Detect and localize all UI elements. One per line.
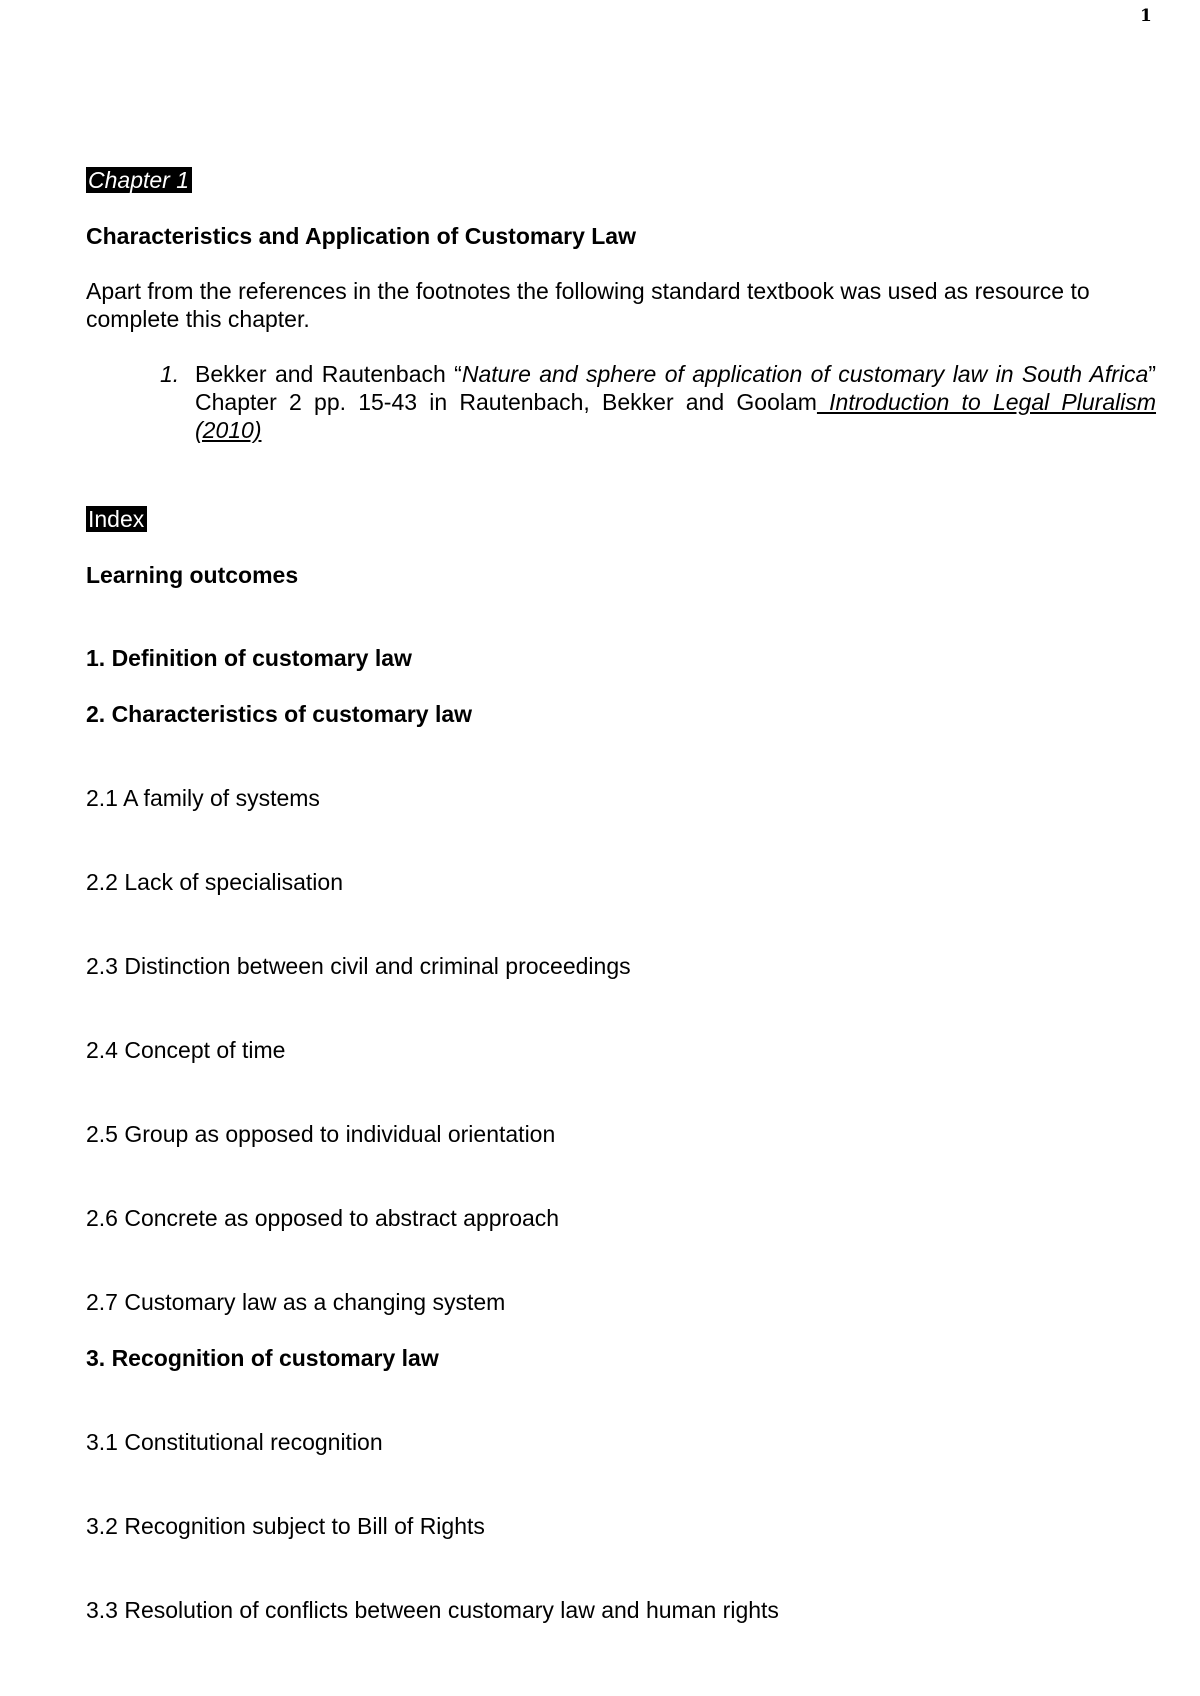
reference-book-title: Introduction to Legal Pluralism (2010) [195, 389, 1157, 443]
index-item: 2. Characteristics of customary law [86, 701, 473, 727]
index-item: 1. Definition of customary law [86, 645, 412, 671]
index-item: 2.3 Distinction between civil and criminal proceedings [86, 953, 631, 979]
reference-authors: Bekker and Rautenbach “ [195, 361, 462, 387]
reference-text [195, 360, 1156, 444]
index-item: 2.6 Concrete as opposed to abstract approach [86, 1205, 560, 1231]
chapter-tag: Chapter 1 [86, 167, 192, 193]
reference-list-item [160, 360, 1156, 444]
index-item: 2.7 Customary law as a changing system [86, 1289, 506, 1315]
index-item: 3. Recognition of customary law [86, 1345, 439, 1371]
index-item: 3.2 Recognition subject to Bill of Rights [86, 1513, 485, 1539]
reference-number: 1. [160, 361, 180, 387]
index-item: 3.1 Constitutional recognition [86, 1429, 383, 1455]
intro-paragraph: Apart from the references in the footnotes the following standard textbook was used as resource to complete this chapter. [86, 278, 1090, 332]
reference-source: ” Chapter 2 pp. 15-43 in Rautenbach, Bekker and Goolam [195, 361, 1156, 415]
index-tag: Index [86, 506, 147, 532]
page-number: 1 [1140, 6, 1152, 26]
chapter-title: Characteristics and Application of Customary Law [86, 223, 636, 249]
index-heading [86, 505, 147, 533]
index-item: 3.3 Resolution of conflicts between customary law and human rights [86, 1597, 779, 1623]
index-item: 2.2 Lack of specialisation [86, 869, 343, 895]
index-item: 2.1 A family of systems [86, 785, 320, 811]
reference-article-title: Nature and sphere of application of customary law in South Africa [461, 361, 1149, 387]
index-item: 2.5 Group as opposed to individual orientation [86, 1121, 556, 1147]
index-item: 2.4 Concept of time [86, 1037, 286, 1063]
chapter-heading [86, 166, 192, 194]
learning-outcomes-heading: Learning outcomes [86, 562, 299, 588]
